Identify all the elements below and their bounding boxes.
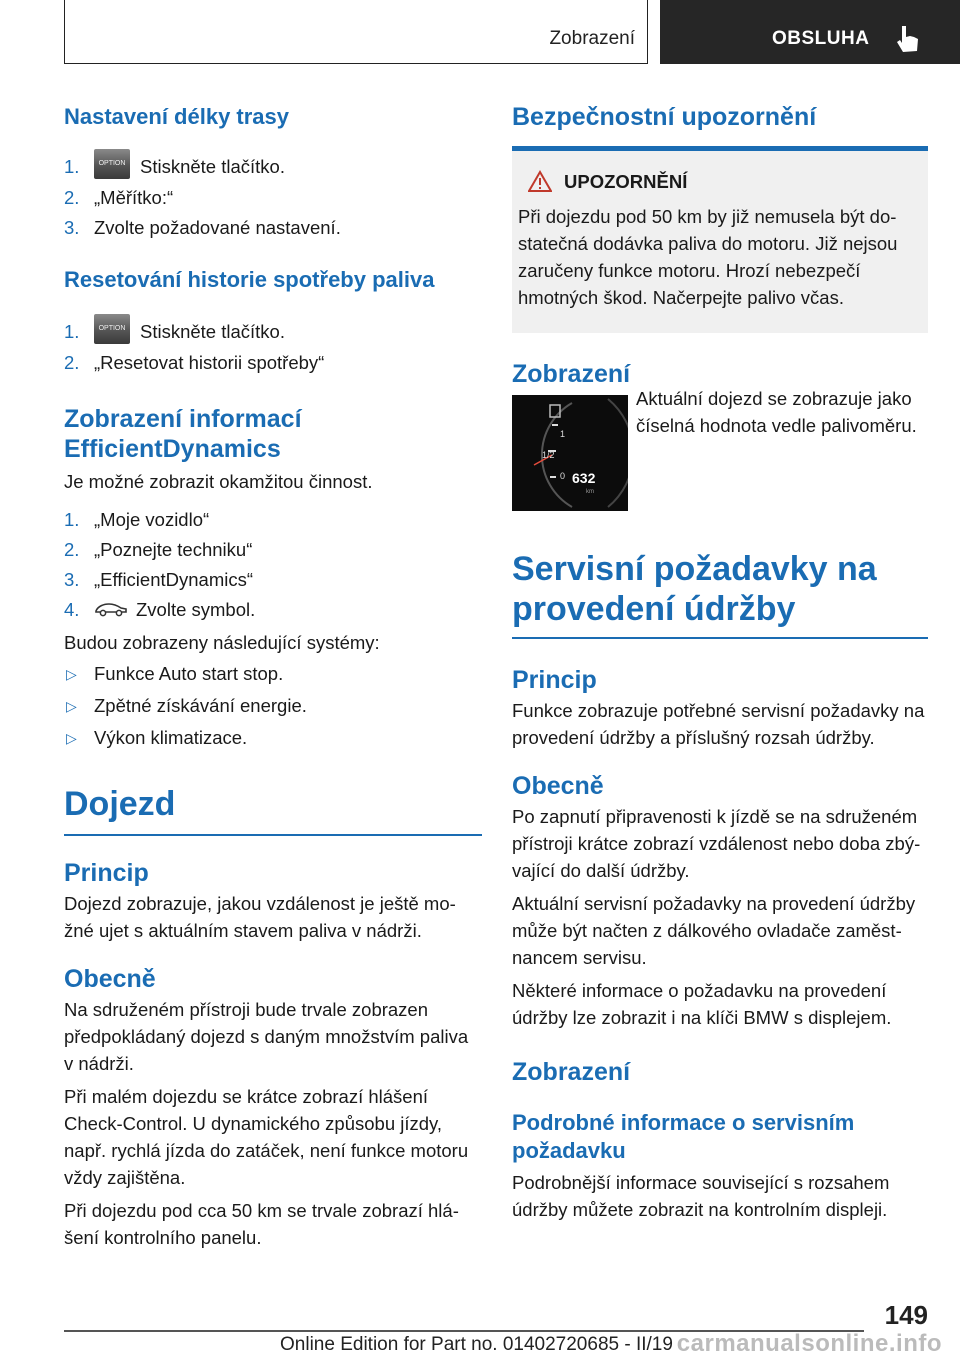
svg-text:632: 632 [572, 470, 596, 486]
fuel-pump-icon [550, 405, 560, 417]
list-item: 2. „Resetovat historii spotřeby“ [64, 352, 325, 374]
chapter-title-service: Servisní požadavky na provedení údržby [512, 550, 877, 628]
service-obecne-paragraph: Aktuální servisní požadavky na provedení údržby může být načten z dálkového ovladače zaměst-nancem servisu. [512, 893, 916, 968]
warning-box [512, 151, 928, 333]
section-title-zobrazeni: Zobrazení [512, 360, 631, 388]
list-item: 1. OPTION Stiskněte tlačítko. [64, 317, 482, 348]
header-chapter-box [660, 0, 960, 64]
warning-text: Při dojezdu pod 50 km by již nemusela být do-statečná dodávka paliva do motoru. Již nejsou zaručeny funkce motoru. Hrozí nebezpečí hmotných škod. Načerpejte palivo včas. [518, 206, 898, 308]
list-item: 3. „EfficientDynamics“ [64, 569, 254, 591]
left-column [64, 100, 482, 1251]
svg-text:1: 1 [560, 429, 566, 439]
efficientdynamics-intro: Je možné zobrazit okamžitou činnost. [64, 471, 373, 493]
steps-reset-history [64, 317, 482, 378]
subtitle-obecne: Obecně [512, 772, 604, 800]
zobrazeni-text: Aktuální dojezd se zobrazuje jako číselná hodnota vedle palivoměru. [636, 388, 917, 436]
list-item: ▷ Výkon klimatizace. [64, 722, 482, 754]
service-princip-text: Funkce zobrazuje potřebné servisní požadavky na provedení údržby a příslušný rozsah údržby. [512, 700, 925, 748]
fuel-gauge-image [512, 395, 628, 511]
warning-triangle-icon [528, 170, 552, 192]
svg-text:1/2: 1/2 [542, 450, 555, 460]
obecne-paragraph: Na sdruženém přístroji bude trvale zobrazen předpokládaný dojezd s daným množstvím paliva v nádrži. [64, 999, 469, 1075]
svg-text:0: 0 [560, 471, 566, 481]
car-icon [94, 598, 128, 618]
service-obecne-paragraph: Některé informace o požadavku na provedení údržby lze zobrazit i na klíči BMW s displejem. [512, 980, 892, 1028]
subtitle-princip: Princip [64, 859, 149, 888]
section-title-trip-length: Nastavení délky trasy [64, 104, 290, 129]
page-number: 149 [884, 1300, 928, 1330]
list-item: 2. „Poznejte techniku“ [64, 539, 253, 561]
list-item: 1. OPTION Stiskněte tlačítko. [64, 152, 482, 183]
list-item: ▷ Funkce Auto start stop. [64, 658, 482, 690]
divider [64, 834, 482, 836]
bullet-triangle-icon: ▷ [66, 698, 77, 715]
princip-text: Dojezd zobrazuje, jakou vzdálenost je ještě mo-žné ujet s aktuálním stavem paliva v nádrži. [64, 893, 456, 942]
obecne-paragraph: Při malém dojezdu se krátce zobrazí hlášení Check-Control. U dynamického způsobu jízdy, např. rychlá jízda do zatáček, není funkce motoru vždy zajištěna. [64, 1086, 469, 1189]
section-title-efficientdynamics: Zobrazení informací EfficientDynamics [64, 405, 302, 464]
hand-pointer-icon [894, 24, 920, 54]
subtitle-zobrazeni: Zobrazení [512, 1058, 631, 1086]
bullet-triangle-icon: ▷ [66, 666, 77, 683]
service-obecne-paragraph: Po zapnutí připravenosti k jízdě se na sdruženém přístroji krátce zobrazí vzdálenost nebo doba zbý-vající do další údržby. [512, 806, 921, 881]
obecne-paragraph: Při dojezdu pod cca 50 km se trvale zobrazí hlá-šení kontrolního panelu. [64, 1200, 459, 1249]
option-button-icon: OPTION [94, 314, 130, 344]
section-title-safety: Bezpečnostní upozornění [512, 103, 817, 131]
list-item: ▷ Zpětné získávání energie. [64, 690, 482, 722]
header-section-box [64, 0, 648, 64]
watermark: carmanualsonline.info [676, 1330, 942, 1357]
subtitle-princip: Princip [512, 666, 597, 694]
option-button-icon: OPTION [94, 149, 130, 179]
warning-title: UPOZORNĚNÍ [564, 171, 688, 192]
header-chapter-title: OBSLUHA [772, 28, 870, 49]
efficientdynamics-systems-intro: Budou zobrazeny následující systémy: [64, 632, 380, 654]
list-item: 4. Zvolte symbol. [64, 599, 256, 621]
bullet-triangle-icon: ▷ [66, 730, 77, 747]
svg-text:km: km [586, 489, 594, 495]
section-title-reset-history: Resetování historie spotřeby paliva [64, 267, 435, 293]
steps-trip-length [64, 152, 482, 243]
chapter-title-dojezd: Dojezd [64, 785, 176, 824]
subtitle-service-details: Podrobné informace o servisním požadavku [512, 1110, 855, 1163]
header-section-title: Zobrazení [549, 28, 635, 49]
steps-efficientdynamics [64, 505, 482, 625]
divider [512, 637, 928, 639]
systems-list [64, 658, 482, 754]
list-item: 2. „Měřítko:“ [64, 187, 174, 209]
footer-edition: Online Edition for Part no. 01402720685 - II/19 [280, 1334, 673, 1355]
list-item: 1. „Moje vozidlo“ [64, 509, 210, 531]
list-item: 3. Zvolte požadované nastavení. [64, 217, 341, 239]
right-column [512, 100, 928, 1223]
subtitle-obecne: Obecně [64, 965, 156, 994]
service-details-text: Podrobnější informace související s rozsahem údržby můžete zobrazit na kontrolním displeji. [512, 1172, 890, 1220]
